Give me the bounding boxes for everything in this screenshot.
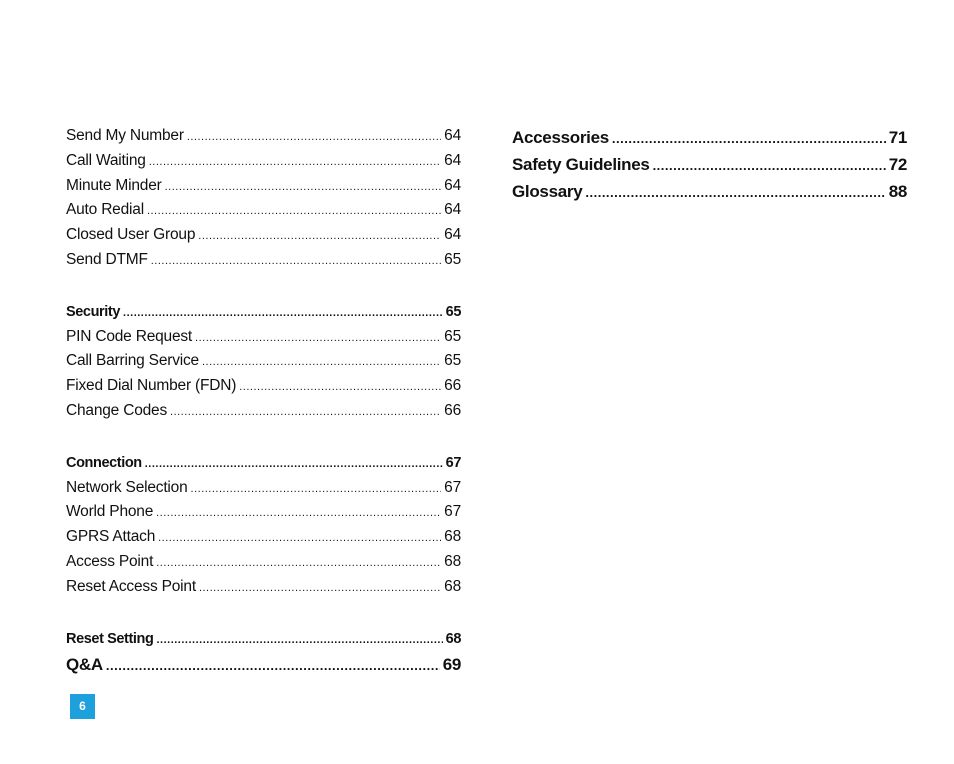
toc-entry-world-phone[interactable]: World Phone ..... 67	[66, 500, 461, 525]
toc-entry-gprs-attach[interactable]: GPRS Attach ..... 68	[66, 525, 461, 550]
leader-dots	[653, 152, 886, 179]
leader-dots	[156, 628, 442, 653]
leader-dots	[198, 224, 441, 249]
toc-entry-minute-minder[interactable]: Minute Minder ..... 64	[66, 174, 461, 199]
toc-heading-safety-guidelines[interactable]: Safety Guidelines ..... 72	[512, 151, 907, 178]
leader-dots	[202, 350, 441, 375]
leader-dots	[156, 501, 441, 526]
leader-dots	[106, 652, 440, 679]
leader-dots	[147, 199, 441, 224]
leader-dots	[239, 375, 441, 400]
toc-group-call-settings	[66, 124, 461, 273]
toc-entry-auto-redial[interactable]: Auto Redial ..... 64	[66, 198, 461, 223]
toc-entry-reset-access-point[interactable]: Reset Access Point ..... 68	[66, 575, 461, 600]
toc-entry-change-codes[interactable]: Change Codes ..... 66	[66, 399, 461, 424]
toc-entry-network-selection[interactable]: Network Selection ..... 67	[66, 476, 461, 501]
toc-group-connection	[66, 451, 461, 600]
toc-entry-closed-user-group[interactable]: Closed User Group ..... 64	[66, 223, 461, 248]
toc-entry-send-my-number[interactable]: Send My Number ..... 64	[66, 124, 461, 149]
leader-dots	[165, 175, 442, 200]
toc-left-column	[66, 124, 461, 705]
toc-entry-fixed-dial-number[interactable]: Fixed Dial Number (FDN) ..... 66	[66, 374, 461, 399]
leader-dots	[612, 125, 886, 152]
toc-heading-connection[interactable]: Connection ..... 67	[66, 451, 461, 476]
toc-group-final	[66, 627, 461, 679]
toc-heading-qa[interactable]: Q&A ..... 69	[66, 651, 461, 678]
leader-dots	[149, 150, 441, 175]
leader-dots	[199, 576, 441, 601]
toc-entry-access-point[interactable]: Access Point ..... 68	[66, 550, 461, 575]
toc-heading-security[interactable]: Security ..... 65	[66, 300, 461, 325]
toc-heading-accessories[interactable]: Accessories ..... 71	[512, 124, 907, 151]
leader-dots	[158, 526, 441, 551]
toc-right-column	[512, 124, 907, 205]
toc-entry-send-dtmf[interactable]: Send DTMF ..... 65	[66, 248, 461, 273]
toc-entry-call-waiting[interactable]: Call Waiting ..... 64	[66, 149, 461, 174]
leader-dots	[151, 249, 441, 274]
leader-dots	[187, 125, 441, 150]
leader-dots	[123, 301, 443, 326]
leader-dots	[585, 179, 885, 206]
leader-dots	[156, 551, 441, 576]
toc-entry-pin-code-request[interactable]: PIN Code Request ..... 65	[66, 325, 461, 350]
leader-dots	[195, 326, 441, 351]
leader-dots	[191, 477, 442, 502]
page-number-badge: 6	[70, 694, 95, 719]
leader-dots	[170, 400, 441, 425]
toc-group-security	[66, 300, 461, 424]
toc-entry-call-barring-service[interactable]: Call Barring Service ..... 65	[66, 349, 461, 374]
toc-heading-glossary[interactable]: Glossary ..... 88	[512, 178, 907, 205]
leader-dots	[145, 452, 443, 477]
toc-heading-reset-setting[interactable]: Reset Setting ..... 68	[66, 627, 461, 652]
